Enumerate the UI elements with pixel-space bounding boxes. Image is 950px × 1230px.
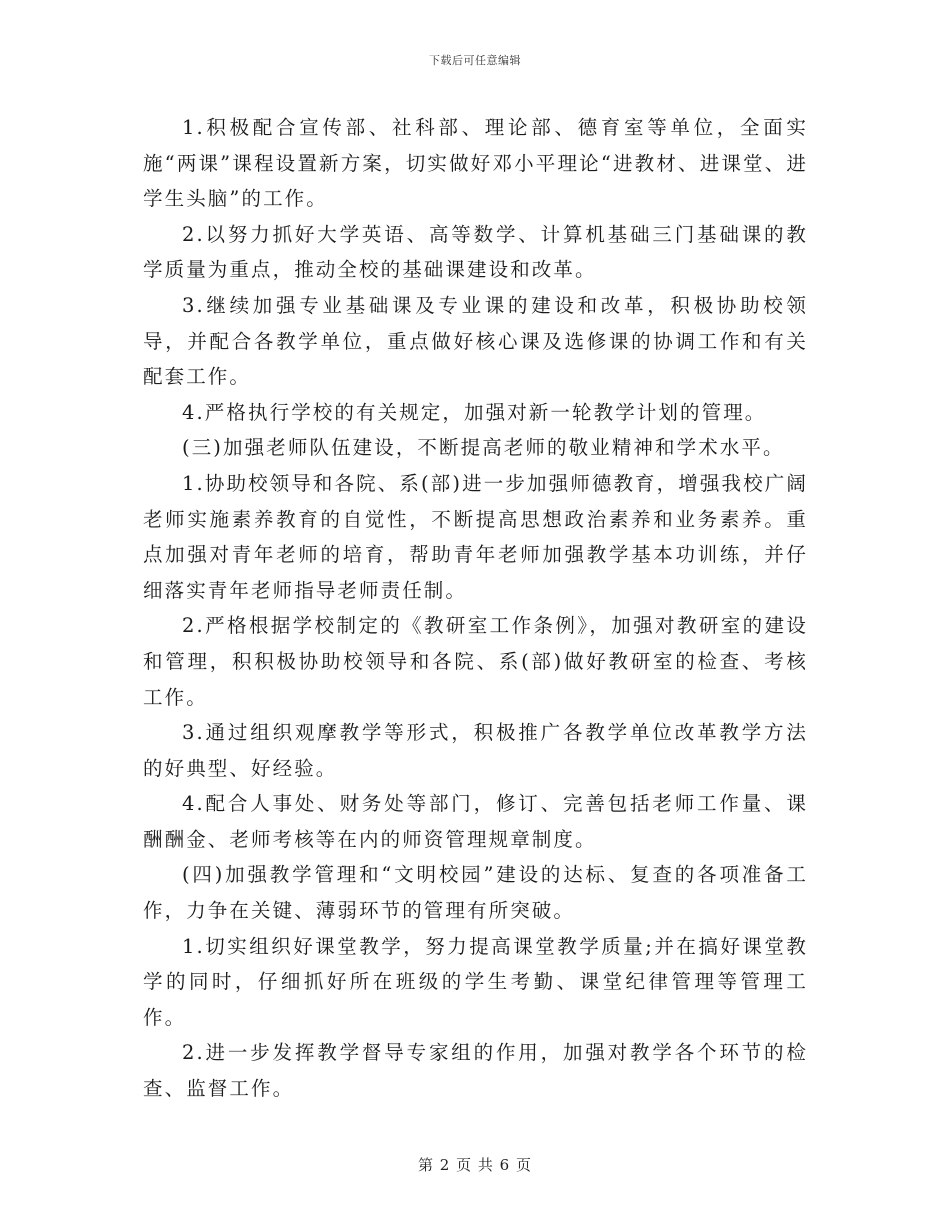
paragraph-1-2: 2.以努力抓好大学英语、高等数学、计算机基础三门基础课的教学质量为重点，推动全校的基础课建设和改革。 <box>143 222 808 282</box>
page-footer: 第 2 页 共 6 页 <box>418 1156 532 1174</box>
paragraph-3-2: 2.严格根据学校制定的《教研室工作条例》，加强对教研室的建设和管理，积积极协助校领导和各院、系(部)做好教研室的检查、考核工作。 <box>143 614 808 709</box>
section-heading-4: (四)加强教学管理和“文明校园”建设的达标、复查的各项准备工作，力争在关键、薄弱环节的管理有所突破。 <box>143 863 808 923</box>
paragraph-4-1: 1.切实组织好课堂教学，努力提高课堂教学质量;并在搞好课堂教学的同时，仔细抓好所在班级的学生考勤、课堂纪律管理等管理工作。 <box>143 934 808 1029</box>
paragraph-1-1: 1.积极配合宣传部、社科部、理论部、德育室等单位，全面实施“两课”课程设置新方案，切实做好邓小平理论“进教材、进课堂、进学生头脑”的工作。 <box>143 116 808 211</box>
section-heading-3: (三)加强老师队伍建设，不断提高老师的敬业精神和学术水平。 <box>182 436 785 460</box>
document-body <box>143 110 808 1107</box>
paragraph-4-2: 2.进一步发挥教学督导专家组的作用，加强对教学各个环节的检查、监督工作。 <box>143 1041 808 1101</box>
paragraph-1-3: 3.继续加强专业基础课及专业课的建设和改革，积极协助校领导，并配合各教学单位，重点做好核心课及选修课的协调工作和有关配套工作。 <box>143 293 808 389</box>
header-note: 下载后可任意编辑 <box>429 54 521 67</box>
paragraph-3-3: 3.通过组织观摩教学等形式，积极推广各教学单位改革教学方法的好典型、好经验。 <box>143 721 808 780</box>
paragraph-3-1: 1.协助校领导和各院、系(部)进一步加强师德教育，增强我校广阔老师实施素养教育的自觉性，不断提高思想政治素养和业务素养。重点加强对青年老师的培育，帮助青年老师加强教学基本功训练，并仔细落实青年老师指导老师责任制。 <box>143 471 808 602</box>
paragraph-3-4: 4.配合人事处、财务处等部门，修订、完善包括老师工作量、课酬酬金、老师考核等在内的师资管理规章制度。 <box>143 792 808 851</box>
paragraph-1-4: 4.严格执行学校的有关规定，加强对新一轮教学计划的管理。 <box>182 400 767 424</box>
